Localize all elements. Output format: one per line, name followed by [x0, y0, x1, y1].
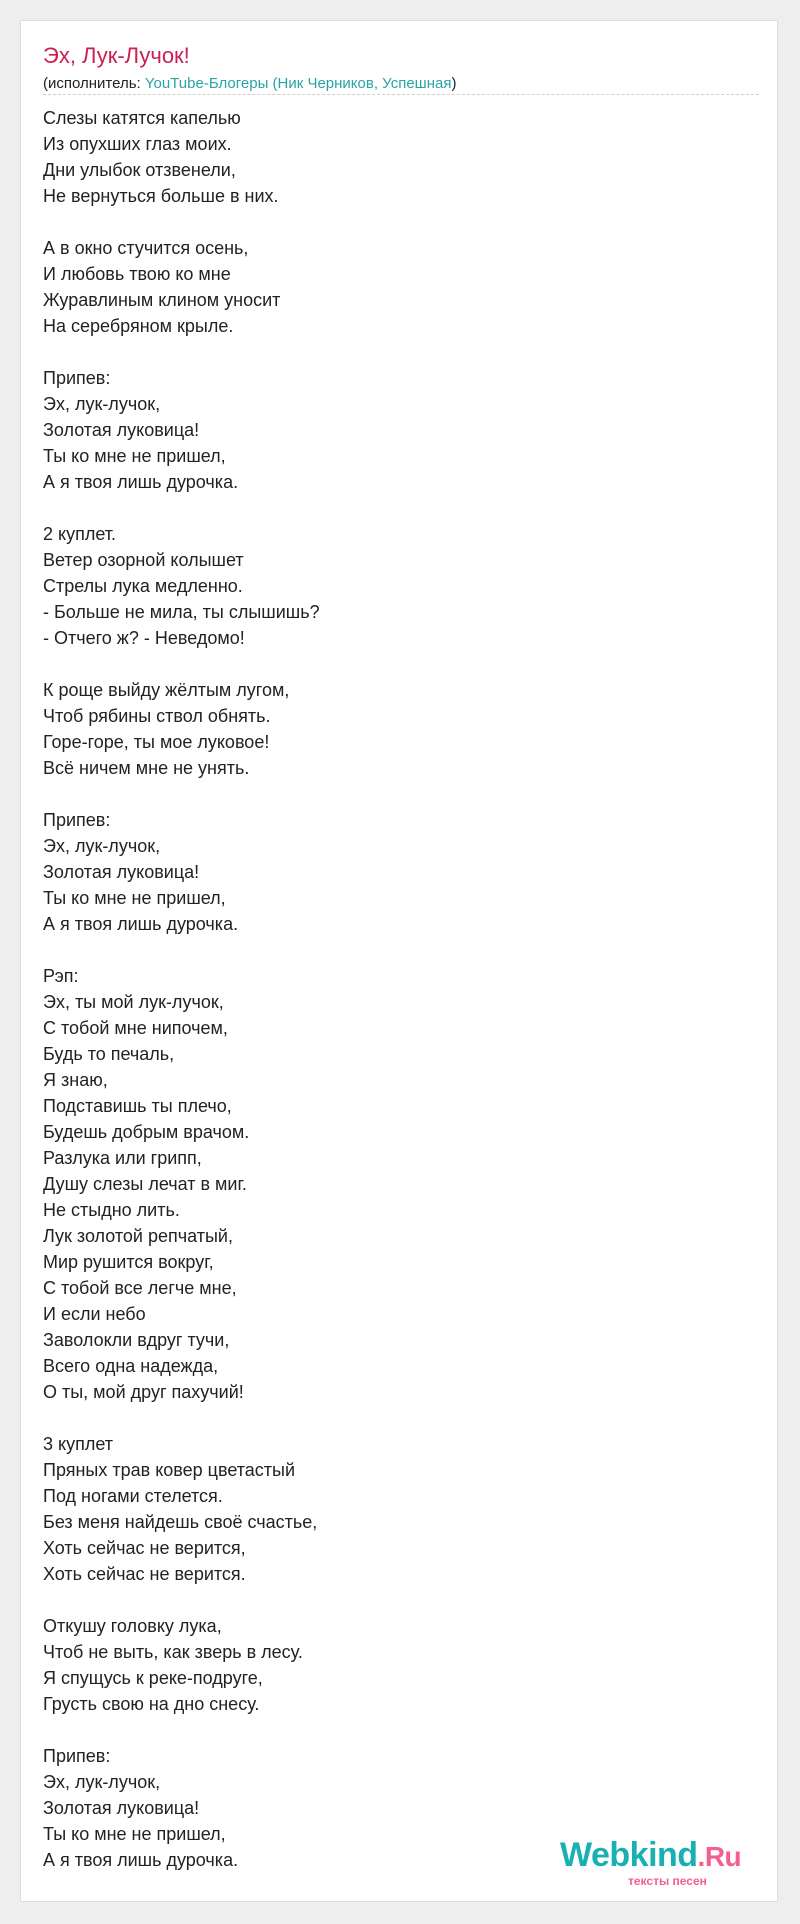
logo-main-text: Webkind — [560, 1836, 698, 1874]
artist-link[interactable]: YouTube-Блогеры (Ник Черников, Успешная — [144, 75, 452, 92]
webkind-logo[interactable] — [560, 1836, 760, 1886]
title-divider — [43, 94, 759, 95]
song-title: Эх, Лук-Лучок! — [43, 43, 190, 68]
lyrics-card — [20, 20, 778, 1902]
logo-wordmark — [560, 1836, 741, 1875]
logo-tld: .Ru — [697, 1841, 742, 1872]
logo-tagline: тексты песен — [628, 1874, 707, 1888]
artist-line — [43, 75, 456, 92]
artist-suffix: ) — [451, 75, 457, 92]
lyrics-text: Слезы катятся капелью Из опухших глаз моих. Дни улыбок отзвенели, Не вернуться больше в них. А в окно стучится осень, И любовь твою ко мне Журавлиным клином уносит На серебряном крыле. Припев: Эх, лук-лучок, Золотая луковица! Ты ко мне не пришел, А я твоя лишь дурочка. 2 куплет. Ветер озорной колышет Стрелы лука медленно. - Больше не мила, ты слышишь? - Отчего ж? - Неведомо! К роще выйду жёлтым лугом, Чтоб рябины ствол обнять. Горе-горе, ты мое луковое! Всё ничем мне не унять. Припев: Эх, лук-лучок, Золотая луковица! Ты ко мне не пришел, А я твоя лишь дурочка. Рэп: Эх, ты мой лук-лучок, С тобой мне нипочем, Будь то печаль, Я знаю, Подставишь ты плечо, Будешь добрым врачом. Разлука или грипп, Душу слезы лечат в миг. Не стыдно лить. Лук золотой репчатый, Мир рушится вокруг, С тобой все легче мне, И если небо Заволокли вдруг тучи, Всего одна надежда, О ты, мой друг пахучий! 3 куплет Пряных трав ковер цветастый Под ногами стелется. Без меня найдешь своё счастье, Хоть сейчас не верится, Хоть сейчас не верится. Откушу головку лука, Чтоб не выть, как зверь в лесу. Я спущусь к реке-подруге, Грусть свою на дно снесу. Припев: Эх, лук-лучок, Золотая луковица! Ты ко мне не пришел, А я твоя лишь дурочка. — [43, 108, 320, 1870]
artist-prefix: (исполнитель: — [43, 75, 145, 92]
